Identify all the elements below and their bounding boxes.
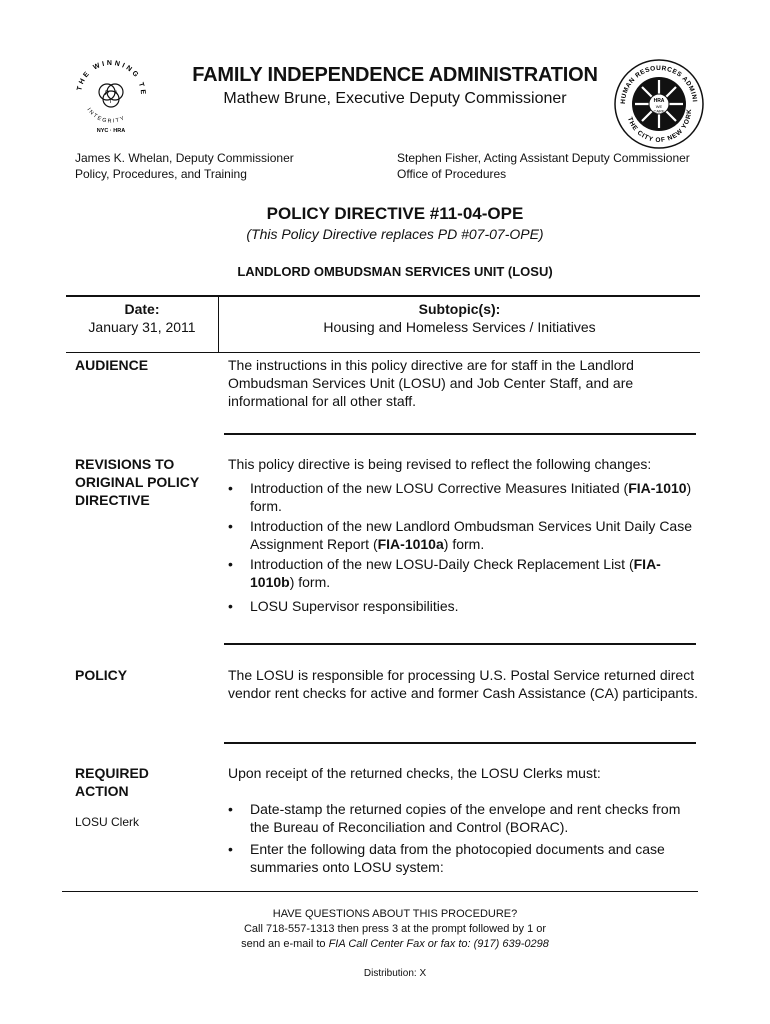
directive-title: POLICY DIRECTIVE #11-04-OPE — [266, 204, 524, 223]
left-contact-block — [75, 150, 294, 182]
contact-line: James K. Whelan, Deputy Commissioner — [75, 151, 294, 165]
revisions-label: REVISIONS TO ORIGINAL POLICY DIRECTIVE — [75, 456, 199, 508]
subtopic-label: Subtopic(s): — [418, 301, 501, 317]
svg-text:WE: WE — [655, 104, 663, 109]
list-item: • Introduction of the new LOSU Corrective Measures Initiated (FIA-1010) form. — [228, 479, 698, 515]
svg-text:I: I — [109, 99, 112, 105]
required-action-label: REQUIRED ACTION — [75, 765, 149, 799]
unit-title: LANDLORD OMBUDSMAN SERVICES UNIT (LOSU) — [237, 264, 553, 279]
date-value: January 31, 2011 — [88, 319, 196, 335]
section-rule — [224, 433, 696, 435]
footer-rule — [62, 891, 698, 892]
org-subtitle: Mathew Brune, Executive Deputy Commissioner — [223, 90, 567, 107]
list-item: • Date-stamp the returned copies of the envelope and rent checks from the Bureau of Reconciliation and Control (BORAC). — [228, 800, 698, 836]
table-top-rule — [66, 295, 700, 297]
revisions-list — [228, 479, 698, 617]
required-action-list — [228, 800, 698, 878]
contact-line: Stephen Fisher, Acting Assistant Deputy Commissioner — [397, 151, 690, 165]
revisions-intro: This policy directive is being revised to reflect the following changes: — [228, 456, 652, 472]
hra-city-seal-icon — [613, 58, 705, 150]
list-item: • Introduction of the new Landlord Ombudsman Services Unit Daily Case Assignment Report (FIA-1010a) form. — [228, 517, 698, 553]
svg-text:THE WINNING TEAM: THE WINNING TE — [76, 59, 147, 97]
audience-label: AUDIENCE — [75, 357, 149, 373]
audience-text: The instructions in this policy directive are for staff in the Landlord Ombudsman Services Unit (LOSU) and Job Center Staff, and are informational for all other staff. — [228, 357, 634, 409]
svg-text:HUMAN RESOURCES ADMINISTRATION: HUMAN RESOURCES ADMINI — [619, 64, 698, 105]
list-item: • Enter the following data from the photocopied documents and case summaries onto LOSU system: — [228, 840, 698, 876]
list-item: • LOSU Supervisor responsibilities. — [228, 597, 698, 615]
svg-text:INTEGRITY: INTEGRITY — [85, 107, 127, 125]
fax-link: FIA Call Center Fax or fax to: (917) 639-0298 — [328, 938, 549, 950]
required-action-sub-label: LOSU Clerk — [75, 815, 140, 829]
list-item: • Introduction of the new LOSU-Daily Check Replacement List (FIA-1010b) form. — [228, 555, 698, 591]
contact-line: Office of Procedures — [397, 167, 507, 181]
svg-text:HRA: HRA — [653, 98, 665, 104]
table-bottom-rule — [66, 352, 700, 353]
directive-replaces: (This Policy Directive replaces PD #07-07-OPE) — [246, 226, 544, 242]
required-action-intro: Upon receipt of the returned checks, the LOSU Clerks must: — [228, 765, 601, 781]
policy-label: POLICY — [75, 667, 128, 683]
svg-text:P: P — [105, 91, 110, 97]
policy-text: The LOSU is responsible for processing U.S. Postal Service returned direct vendor rent checks for active and former Cash Assistance (CA) participants. — [228, 667, 698, 701]
footer-email-line: send an e-mail to FIA Call Center Fax or fax to: (917) 639-0298 — [241, 938, 549, 950]
footer-call-line: Call 718-557-1313 then press 3 at the prompt followed by 1 or — [243, 923, 547, 935]
svg-text:A: A — [114, 91, 119, 97]
svg-text:CARE: CARE — [653, 108, 665, 114]
section-rule — [224, 643, 696, 645]
section-rule — [224, 742, 696, 744]
svg-text:THE CITY OF NEW YORK: THE CITY OF NEW YORK — [626, 108, 694, 145]
right-contact-block — [397, 150, 690, 182]
org-title: FAMILY INDEPENDENCE ADMINISTRATION — [192, 64, 598, 86]
subtopic-value: Housing and Homeless Services / Initiatives — [323, 319, 596, 335]
contact-line: Policy, Procedures, and Training — [75, 167, 247, 181]
footer-questions: HAVE QUESTIONS ABOUT THIS PROCEDURE? — [272, 908, 518, 920]
distribution: Distribution: X — [363, 968, 427, 979]
date-label: Date: — [124, 301, 160, 317]
winning-team-seal-icon — [68, 52, 154, 138]
svg-text:NYC · HRA: NYC · HRA — [96, 128, 126, 134]
